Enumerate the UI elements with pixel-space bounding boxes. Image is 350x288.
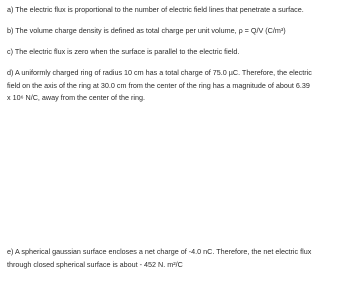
- statement-d-line-2: field on the axis of the ring at 30.0 cm from the center of the ring has a magnitude of about 6.39: [7, 80, 310, 90]
- statement-d-line-3: x 10⁶ N/C, away from the center of the ring.: [7, 93, 145, 103]
- statement-e-line-2: through closed spherical surface is about - 452 N. m²/C: [7, 259, 183, 269]
- statement-c-line-1: c) The electric flux is zero when the surface is parallel to the electric field.: [7, 47, 240, 56]
- statement-c: [7, 46, 345, 59]
- statement-d-line-1: d) A uniformly charged ring of radius 10 cm has a total charge of 75.0 µC. Therefore, the electric: [7, 68, 312, 77]
- statement-a-line-1: a) The electric flux is proportional to the number of electric field lines that penetrate a surface.: [7, 5, 304, 14]
- statement-d: [7, 67, 345, 105]
- statement-b: [7, 25, 345, 38]
- statement-a: [7, 4, 345, 17]
- statement-b-line-1: b) The volume charge density is defined as total charge per unit volume, ρ = Q/V (C/m³): [7, 26, 286, 35]
- statement-e-line-1: e) A spherical gaussian surface encloses a net charge of -4.0 nC. Therefore, the net electric flux: [7, 247, 312, 256]
- statement-e: [7, 246, 345, 271]
